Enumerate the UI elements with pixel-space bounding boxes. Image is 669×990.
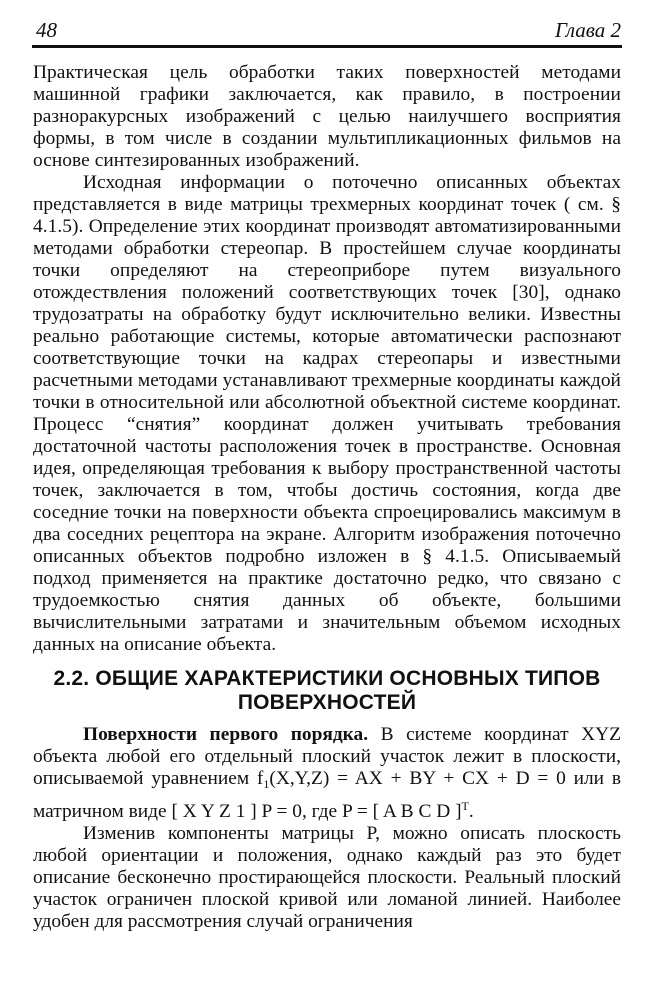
page-body: [33, 62, 621, 933]
paragraph-3-lead: Поверхности первого порядка.: [83, 724, 369, 745]
section-heading: [33, 667, 621, 715]
paragraph-3: [33, 724, 621, 823]
paragraph-4: Изменив компоненты матрицы P, можно описать плоскость любой ориентации и положения, однако каждый раз это будет описание бесконечно простирающейся плоскости. Реальный плоский участок ограничен плоской кривой или ломаной линией. Наиболее удобен для рассмотрения случай ограничения: [33, 823, 621, 932]
equation-superscript: T: [461, 799, 469, 813]
section-heading-line-2: ПОВЕРХНОСТЕЙ: [237, 691, 417, 714]
chapter-label: Глава 2: [555, 18, 621, 42]
page-number: 48: [36, 18, 57, 42]
header-rule: [32, 45, 622, 48]
running-header: [33, 18, 621, 44]
paragraph-3-text-3: .: [468, 801, 474, 822]
paragraph-1: Практическая цель обработки таких поверхностей методами машинной графики заключается, как правило, в построении разноракурсных изображений с целью наилучшего восприятия формы, в том числе в создании мультипликационных фильмов на основе синтезированных изображений.: [33, 62, 621, 171]
paragraph-2: Исходная информации о поточечно описанных объектах представляется в виде матрицы трехмерных координат точек ( см. § 4.1.5). Определение этих координат производят автоматизированными методами обработки стереопар. В простейшем случае координаты точки определяют на стереоприборе путем визуального отождествления положений соответствующих точек [30], однако трудозатраты на обработку будут исключительно велики. Известны реально работающие системы, которые автоматически распознают соответствующие точки на кадрах стереопары и известными расчетными методами устанавливают трехмерные координаты каждой точки в относительной или абсолютной объектной системе координат. Процесс “снятия” координат должен учитывать требования достаточной частоты расположения точек в пространстве. Основная идея, определяющая требования к выбору пространственной частоты точек, заключается в том, чтобы достичь состояния, когда две соседние точки на поверхности объекта спроецировались максимум в два соседних рецептора на экране. Алгоритм изображения поточечно описанных объектов подробно изложен в § 4.1.5. Описываемый подход применяется на практике достаточно редко, что связано с трудоемкостью снятия данных об объекте, большими вычислительными затратами и значительным объемом исходных данных на описание объекта.: [33, 172, 621, 655]
paragraph-3-text-1: В системе координат XYZ объекта любой его отдельный плоский участок лежит в плоскости, описываемой уравнением f: [33, 724, 621, 789]
equation-subscript: 1: [263, 777, 270, 791]
paragraph-3-text-2: (X,Y,Z) = AX + BY + CX + D = 0 или в матричном виде [ X Y Z 1 ] P = 0, где P = [ A B C D ]: [33, 768, 621, 822]
section-heading-line-1: 2.2. ОБЩИЕ ХАРАКТЕРИСТИКИ ОСНОВНЫХ ТИПОВ: [53, 667, 601, 690]
